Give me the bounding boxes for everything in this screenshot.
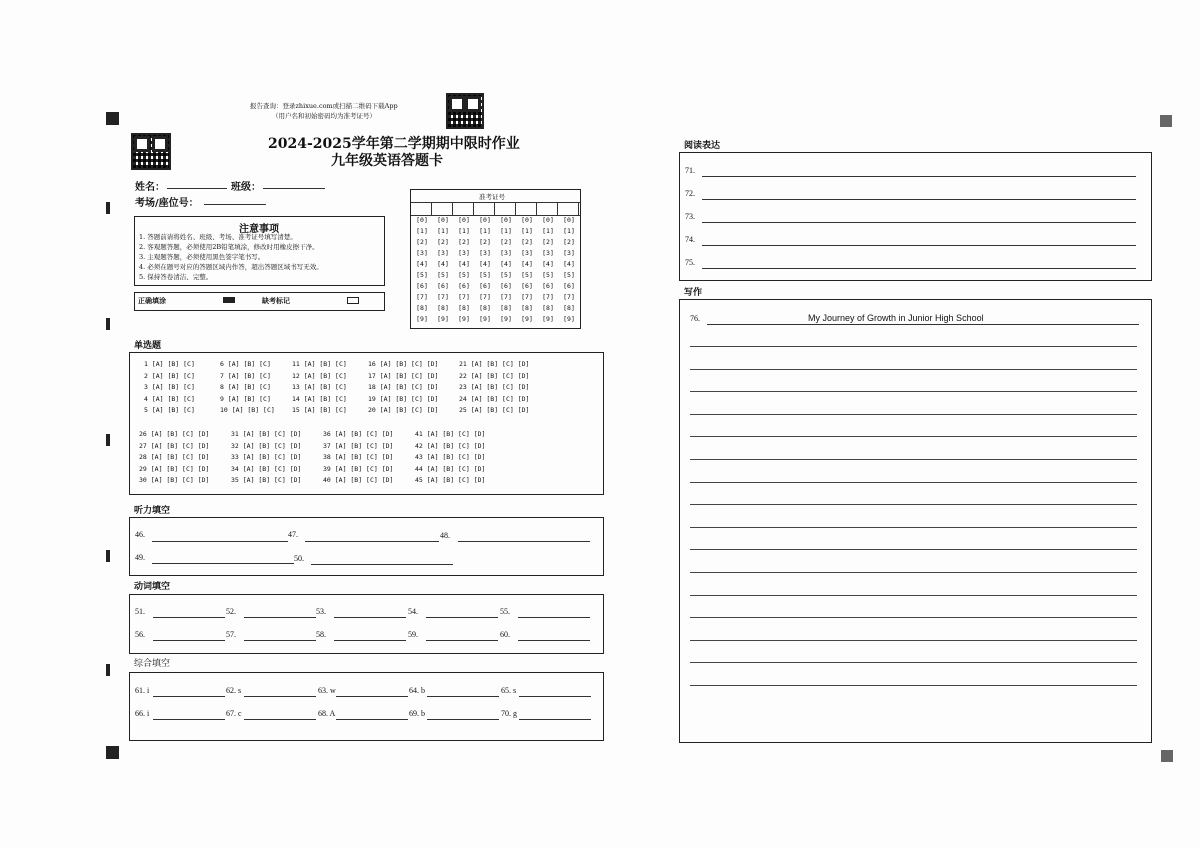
- mc-question[interactable]: 24 [A] [B] [C] [D]: [459, 394, 530, 403]
- mc-question[interactable]: 41 [A] [B] [C] [D]: [415, 430, 486, 438]
- timing-mark: [106, 318, 110, 330]
- writing-line[interactable]: [690, 595, 1137, 596]
- exam-id-bubble[interactable]: [9]: [458, 315, 470, 323]
- exam-id-bubble[interactable]: [7]: [479, 293, 491, 301]
- notice-item: 5. 保持答卷清洁、完整。: [139, 273, 213, 281]
- exam-id-bubble[interactable]: [7]: [542, 293, 554, 301]
- exam-id-bubble[interactable]: [6]: [563, 282, 575, 290]
- exam-id-grid: [410, 189, 581, 329]
- exam-id-bubble[interactable]: [4]: [500, 260, 512, 268]
- mc-question[interactable]: 31 [A] [B] [C] [D]: [231, 430, 302, 438]
- writing-title: My Journey of Growth in Junior High School: [808, 313, 984, 323]
- writing-line[interactable]: [690, 482, 1137, 483]
- exam-id-bubble[interactable]: [2]: [437, 238, 449, 246]
- exam-id-bubble[interactable]: [0]: [521, 216, 533, 224]
- exam-id-bubble[interactable]: [7]: [500, 293, 512, 301]
- blank-label: 47.: [288, 530, 298, 539]
- writing-line[interactable]: [690, 572, 1137, 573]
- exam-id-bubble[interactable]: [8]: [542, 304, 554, 312]
- answer-line[interactable]: [702, 176, 1136, 177]
- exam-id-bubble[interactable]: [6]: [458, 282, 470, 290]
- writing-line[interactable]: [690, 662, 1137, 663]
- answer-line[interactable]: [334, 640, 406, 641]
- exam-id-bubble[interactable]: [2]: [458, 238, 470, 246]
- answer-line[interactable]: [153, 719, 225, 720]
- writing-line[interactable]: [690, 414, 1137, 415]
- blank-label: 65. s: [501, 686, 517, 695]
- exam-id-bubble[interactable]: [0]: [542, 216, 554, 224]
- exam-id-bubble[interactable]: [1]: [500, 227, 512, 235]
- writing-line[interactable]: [690, 346, 1137, 347]
- mc-question[interactable]: 27 [A] [B] [C] [D]: [139, 441, 210, 450]
- exam-id-bubble[interactable]: [6]: [416, 282, 428, 290]
- blank-label: 57.: [226, 630, 236, 639]
- blank-label: 66. i: [135, 709, 150, 718]
- mc-question[interactable]: 35 [A] [B] [C] [D]: [231, 476, 302, 484]
- mc-question[interactable]: 36 [A] [B] [C] [D]: [323, 430, 394, 438]
- exam-id-bubble[interactable]: [1]: [458, 227, 470, 235]
- writing-title-line[interactable]: [707, 324, 1139, 325]
- writing-number: 76.: [690, 314, 700, 323]
- mc-question[interactable]: 29 [A] [B] [C] [D]: [139, 464, 210, 473]
- writing-line[interactable]: [690, 685, 1137, 686]
- answer-line[interactable]: [518, 640, 590, 641]
- writing-line[interactable]: [690, 436, 1137, 437]
- writing-line[interactable]: [690, 391, 1137, 392]
- blank-label: 68. A: [318, 709, 336, 718]
- reading-question-number: 73.: [685, 212, 695, 221]
- exam-id-bubble[interactable]: [5]: [416, 271, 428, 279]
- answer-line[interactable]: [519, 719, 591, 720]
- mc-question[interactable]: 40 [A] [B] [C] [D]: [323, 476, 394, 484]
- section-title-verb: 动词填空: [134, 582, 171, 592]
- mc-question[interactable]: 6 [A] [B] [C]: [220, 360, 271, 368]
- blank-label: 64. b: [409, 686, 425, 695]
- exam-id-bubble[interactable]: [3]: [500, 249, 512, 257]
- exam-id-bubble[interactable]: [4]: [542, 260, 554, 268]
- timing-mark: [106, 434, 110, 446]
- exam-id-bubble[interactable]: [4]: [437, 260, 449, 268]
- blank-label: 70. g: [501, 709, 517, 718]
- answer-line[interactable]: [519, 696, 591, 697]
- correct-fill-sample: [223, 297, 235, 303]
- exam-id-bubble[interactable]: [7]: [563, 293, 575, 301]
- mc-question[interactable]: 15 [A] [B] [C]: [292, 406, 347, 414]
- exam-id-bubble[interactable]: [6]: [500, 282, 512, 290]
- exam-id-bubble[interactable]: [4]: [479, 260, 491, 268]
- notice-item: 4. 必须在题号对应的答题区域内作答，超出答题区域书写无效。: [139, 263, 323, 271]
- exam-id-bubble[interactable]: [9]: [437, 315, 449, 323]
- exam-id-bubble[interactable]: [3]: [521, 249, 533, 257]
- exam-id-bubble[interactable]: [1]: [521, 227, 533, 235]
- mc-question[interactable]: 20 [A] [B] [C] [D]: [368, 406, 439, 414]
- answer-line[interactable]: [426, 640, 498, 641]
- student-qr-code: [131, 133, 171, 170]
- exam-id-bubble[interactable]: [9]: [563, 315, 575, 323]
- exam-id-bubble[interactable]: [6]: [437, 282, 449, 290]
- exam-id-bubble[interactable]: [9]: [521, 315, 533, 323]
- exam-id-bubble[interactable]: [4]: [416, 260, 428, 268]
- blank-label: 53.: [316, 607, 326, 616]
- exam-id-bubble[interactable]: [8]: [416, 304, 428, 312]
- answer-line[interactable]: [702, 222, 1136, 223]
- mc-question[interactable]: 21 [A] [B] [C] [D]: [459, 360, 530, 368]
- alignment-mark-bottom-right: [1161, 750, 1173, 762]
- listening-box: [129, 517, 604, 576]
- timing-mark: [106, 550, 110, 562]
- mc-question[interactable]: 26 [A] [B] [C] [D]: [139, 430, 210, 438]
- mc-question[interactable]: 22 [A] [B] [C] [D]: [459, 371, 530, 380]
- answer-line[interactable]: [702, 199, 1136, 200]
- mc-question[interactable]: 34 [A] [B] [C] [D]: [231, 464, 302, 473]
- exam-id-bubble[interactable]: [7]: [437, 293, 449, 301]
- exam-id-bubble[interactable]: [2]: [479, 238, 491, 246]
- writing-line[interactable]: [690, 459, 1137, 460]
- answer-line[interactable]: [458, 541, 590, 542]
- exam-id-bubble[interactable]: [8]: [563, 304, 575, 312]
- exam-id-bubble[interactable]: [5]: [521, 271, 533, 279]
- blank-label: 69. b: [409, 709, 425, 718]
- writing-line[interactable]: [690, 549, 1137, 550]
- exam-id-write-row: [411, 202, 580, 216]
- blank-label: 59.: [408, 630, 418, 639]
- mc-question[interactable]: 32 [A] [B] [C] [D]: [231, 441, 302, 450]
- section-title-writing: 写作: [684, 288, 703, 298]
- alignment-mark-bottom-left: [106, 746, 119, 759]
- exam-id-bubble[interactable]: [9]: [416, 315, 428, 323]
- answer-line[interactable]: [152, 563, 294, 564]
- cloze-box: [129, 672, 604, 741]
- mc-question[interactable]: 43 [A] [B] [C] [D]: [415, 453, 486, 461]
- exam-id-bubble[interactable]: [8]: [500, 304, 512, 312]
- reading-question-number: 71.: [685, 166, 695, 175]
- blank-label: 48.: [440, 531, 450, 540]
- answer-line[interactable]: [244, 696, 316, 697]
- answer-line[interactable]: [702, 245, 1136, 246]
- reading-box: [679, 152, 1152, 281]
- exam-id-bubble[interactable]: [2]: [542, 238, 554, 246]
- exam-id-bubble[interactable]: [1]: [416, 227, 428, 235]
- mc-group-2: [130, 353, 603, 494]
- blank-label: 56.: [135, 630, 145, 639]
- exam-id-bubble[interactable]: [0]: [437, 216, 449, 224]
- class-field[interactable]: [263, 188, 325, 189]
- blank-label: 62. s: [226, 686, 242, 695]
- blank-label: 50.: [294, 554, 304, 563]
- mc-question[interactable]: 13 [A] [B] [C]: [292, 383, 347, 391]
- mc-question[interactable]: 42 [A] [B] [C] [D]: [415, 441, 486, 450]
- exam-id-bubble[interactable]: [3]: [437, 249, 449, 257]
- exam-id-bubble[interactable]: [1]: [479, 227, 491, 235]
- mc-question[interactable]: 17 [A] [B] [C] [D]: [368, 371, 439, 380]
- writing-line[interactable]: [690, 504, 1137, 505]
- answer-line[interactable]: [518, 617, 590, 618]
- exam-id-bubble[interactable]: [4]: [458, 260, 470, 268]
- timing-mark: [106, 202, 110, 214]
- exam-id-bubble[interactable]: [8]: [521, 304, 533, 312]
- exam-id-bubble[interactable]: [4]: [521, 260, 533, 268]
- room-seat-field[interactable]: [204, 204, 266, 205]
- section-title-listening: 听力填空: [134, 506, 171, 516]
- alignment-mark-top-left: [106, 112, 119, 125]
- mc-question[interactable]: 38 [A] [B] [C] [D]: [323, 453, 394, 461]
- blank-label: 67. c: [226, 709, 242, 718]
- section-title-cloze: 综合填空: [134, 659, 171, 669]
- mc-question[interactable]: 25 [A] [B] [C] [D]: [459, 406, 530, 414]
- mc-question[interactable]: 1 [A] [B] [C]: [144, 360, 195, 368]
- notice-item: 1. 答题前请将姓名、班级、考场、准考证号填写清楚。: [139, 233, 297, 241]
- mc-question[interactable]: 9 [A] [B] [C]: [220, 394, 271, 403]
- name-field[interactable]: [167, 188, 227, 189]
- mc-question[interactable]: 18 [A] [B] [C] [D]: [368, 383, 439, 391]
- section-title-reading: 阅读表达: [684, 141, 721, 151]
- exam-id-bubble[interactable]: [2]: [416, 238, 428, 246]
- mc-question[interactable]: 11 [A] [B] [C]: [292, 360, 347, 368]
- exam-id-bubble[interactable]: [6]: [479, 282, 491, 290]
- exam-id-bubble[interactable]: [6]: [542, 282, 554, 290]
- answer-line[interactable]: [427, 719, 499, 720]
- exam-id-bubble[interactable]: [3]: [542, 249, 554, 257]
- report-query-text: 报告查询：登录zhixue.com或扫描二维码下载App: [250, 102, 398, 110]
- absent-mark-checkbox[interactable]: [347, 297, 359, 304]
- mc-question[interactable]: 37 [A] [B] [C] [D]: [323, 441, 394, 450]
- exam-id-bubble[interactable]: [9]: [542, 315, 554, 323]
- blank-label: 51.: [135, 607, 145, 616]
- answer-line[interactable]: [153, 696, 225, 697]
- mc-question[interactable]: 10 [A] [B] [C]: [220, 406, 275, 414]
- correct-fill-label: 正确填涂: [138, 297, 166, 305]
- report-qr-code: [446, 93, 484, 129]
- exam-id-bubble[interactable]: [1]: [563, 227, 575, 235]
- mc-question[interactable]: 28 [A] [B] [C] [D]: [139, 453, 210, 461]
- single-choice-box: [129, 352, 604, 495]
- exam-id-bubble[interactable]: [5]: [542, 271, 554, 279]
- room-seat-label: 考场/座位号：: [135, 198, 199, 209]
- exam-id-bubble[interactable]: [8]: [479, 304, 491, 312]
- notice-title: 注意事项: [239, 224, 279, 235]
- exam-id-bubble[interactable]: [3]: [479, 249, 491, 257]
- exam-id-bubble[interactable]: [1]: [437, 227, 449, 235]
- exam-id-bubble[interactable]: [0]: [563, 216, 575, 224]
- exam-id-title: 准考证号: [479, 193, 505, 201]
- class-label: 班级：: [231, 182, 261, 193]
- exam-id-bubble[interactable]: [7]: [416, 293, 428, 301]
- reading-question-number: 74.: [685, 235, 695, 244]
- exam-id-bubble[interactable]: [2]: [563, 238, 575, 246]
- notice-item: 3. 主观题答题，必须使用黑色签字笔书写。: [139, 253, 265, 261]
- writing-line[interactable]: [690, 527, 1137, 528]
- exam-id-bubble[interactable]: [5]: [479, 271, 491, 279]
- mc-question[interactable]: 5 [A] [B] [C]: [144, 406, 195, 414]
- page-title: 2024-2025学年第二学期期中限时作业: [268, 136, 520, 152]
- blank-label: 49.: [135, 553, 145, 562]
- mc-question[interactable]: 30 [A] [B] [C] [D]: [139, 476, 210, 484]
- exam-id-bubble[interactable]: [3]: [416, 249, 428, 257]
- exam-id-bubble[interactable]: [3]: [563, 249, 575, 257]
- blank-label: 58.: [316, 630, 326, 639]
- exam-id-bubble[interactable]: [9]: [479, 315, 491, 323]
- exam-id-bubble[interactable]: [5]: [437, 271, 449, 279]
- answer-line[interactable]: [426, 617, 498, 618]
- answer-line[interactable]: [305, 541, 439, 542]
- exam-id-bubble[interactable]: [1]: [542, 227, 554, 235]
- answer-line[interactable]: [334, 617, 406, 618]
- mc-question[interactable]: 44 [A] [B] [C] [D]: [415, 464, 486, 473]
- mc-question[interactable]: 8 [A] [B] [C]: [220, 383, 271, 391]
- mc-question[interactable]: 39 [A] [B] [C] [D]: [323, 464, 394, 473]
- exam-id-bubble[interactable]: [8]: [437, 304, 449, 312]
- exam-id-bubble[interactable]: [5]: [500, 271, 512, 279]
- writing-line[interactable]: [690, 617, 1137, 618]
- writing-line[interactable]: [690, 369, 1137, 370]
- absent-mark-label: 缺考标记: [262, 297, 290, 305]
- answer-line[interactable]: [244, 719, 316, 720]
- blank-label: 61. i: [135, 686, 150, 695]
- blank-label: 54.: [408, 607, 418, 616]
- exam-id-bubble[interactable]: [5]: [563, 271, 575, 279]
- exam-id-bubble[interactable]: [9]: [500, 315, 512, 323]
- notice-item: 2. 客观题答题，必须使用2B铅笔填涂，修改时用橡皮擦干净。: [139, 243, 319, 251]
- mc-question[interactable]: 45 [A] [B] [C] [D]: [415, 476, 486, 484]
- mc-question[interactable]: 4 [A] [B] [C]: [144, 394, 195, 403]
- blank-label: 63. w: [318, 686, 336, 695]
- notice-box: [134, 216, 385, 286]
- blank-label: 60.: [500, 630, 510, 639]
- mc-question[interactable]: 7 [A] [B] [C]: [220, 371, 271, 380]
- mc-question[interactable]: 14 [A] [B] [C]: [292, 394, 347, 403]
- answer-line[interactable]: [244, 640, 316, 641]
- mc-question[interactable]: 2 [A] [B] [C]: [144, 371, 195, 380]
- exam-id-bubble[interactable]: [8]: [458, 304, 470, 312]
- answer-line[interactable]: [702, 268, 1136, 269]
- section-title-single-choice: 单选题: [134, 341, 162, 351]
- page-subtitle: 九年级英语答题卡: [331, 153, 443, 169]
- exam-id-bubble[interactable]: [6]: [521, 282, 533, 290]
- blank-label: 52.: [226, 607, 236, 616]
- mc-question[interactable]: 16 [A] [B] [C] [D]: [368, 360, 439, 368]
- answer-line[interactable]: [311, 564, 453, 565]
- answer-line[interactable]: [153, 617, 225, 618]
- verb-box: [129, 594, 604, 654]
- exam-id-bubble[interactable]: [3]: [458, 249, 470, 257]
- exam-id-bubble[interactable]: [5]: [458, 271, 470, 279]
- reading-question-number: 72.: [685, 189, 695, 198]
- report-note-text: （用户名和初始密码均为准考证号）: [272, 112, 376, 120]
- exam-id-bubble[interactable]: [2]: [521, 238, 533, 246]
- answer-line[interactable]: [336, 719, 408, 720]
- mc-question[interactable]: 12 [A] [B] [C]: [292, 371, 347, 380]
- writing-line[interactable]: [690, 640, 1137, 641]
- alignment-mark-top-right: [1160, 115, 1172, 127]
- timing-mark: [106, 664, 110, 676]
- mc-question[interactable]: 23 [A] [B] [C] [D]: [459, 383, 530, 391]
- exam-id-bubble[interactable]: [0]: [500, 216, 512, 224]
- exam-id-bubble[interactable]: [0]: [416, 216, 428, 224]
- mc-question[interactable]: 33 [A] [B] [C] [D]: [231, 453, 302, 461]
- answer-line[interactable]: [152, 541, 288, 542]
- mc-question[interactable]: 3 [A] [B] [C]: [144, 383, 195, 391]
- blank-label: 46.: [135, 530, 145, 539]
- answer-line[interactable]: [153, 640, 225, 641]
- mc-question[interactable]: 19 [A] [B] [C] [D]: [368, 394, 439, 403]
- name-label: 姓名：: [135, 182, 165, 193]
- exam-id-bubble[interactable]: [0]: [479, 216, 491, 224]
- reading-question-number: 75.: [685, 258, 695, 267]
- exam-id-bubble[interactable]: [7]: [521, 293, 533, 301]
- exam-id-bubble[interactable]: [0]: [458, 216, 470, 224]
- answer-line[interactable]: [244, 617, 316, 618]
- exam-id-bubble[interactable]: [2]: [500, 238, 512, 246]
- blank-label: 55.: [500, 607, 510, 616]
- exam-id-bubble[interactable]: [4]: [563, 260, 575, 268]
- exam-id-bubble[interactable]: [7]: [458, 293, 470, 301]
- writing-box: [679, 299, 1152, 743]
- answer-line[interactable]: [427, 696, 499, 697]
- answer-line[interactable]: [336, 696, 408, 697]
- fill-legend-box: [134, 292, 385, 311]
